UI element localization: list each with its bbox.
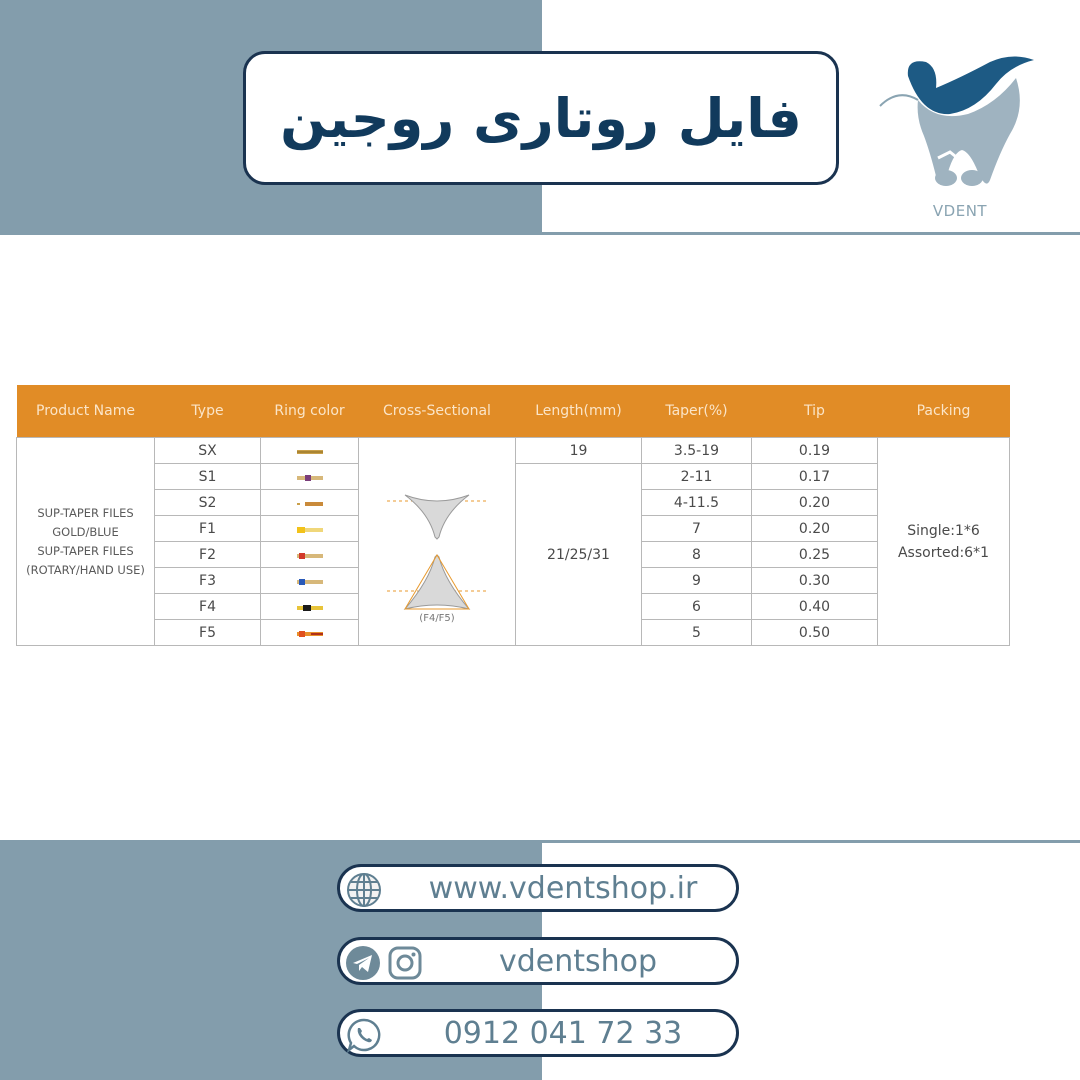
cross-section-cell [359,438,516,646]
ring-color-swatch [297,631,323,637]
tip-cell: 0.30 [752,568,878,594]
ring-color-swatch [297,449,323,455]
type-cell: S1 [155,464,261,490]
logo-text: VDENT [932,202,988,220]
packing-line: Assorted:6*1 [897,544,989,561]
phone-number[interactable]: 0912 041 72 33 [443,1015,683,1051]
cross-section-caption: (F4/F5) [419,612,455,624]
tip-cell: 0.25 [752,542,878,568]
social-pill[interactable] [337,937,739,985]
product-name-line: (ROTARY/HAND USE) [26,562,145,577]
tip-cell: 0.40 [752,594,878,620]
taper-cell: 6 [642,594,752,620]
ring-color-swatch [297,605,323,611]
type-cell: F3 [155,568,261,594]
website-pill[interactable] [337,864,739,912]
cross-section-diagram-icon [387,455,487,625]
ring-color-cell [261,542,359,568]
ring-color-cell [261,594,359,620]
header-divider [0,232,1080,235]
type-cell: SX [155,438,261,464]
type-cell: F2 [155,542,261,568]
taper-cell: 2-11 [642,464,752,490]
ring-color-cell [261,620,359,646]
taper-cell: 9 [642,568,752,594]
taper-cell: 4-11.5 [642,490,752,516]
telegram-icon[interactable] [345,945,381,981]
tip-cell: 0.20 [752,490,878,516]
social-handle[interactable]: vdentshop [498,943,658,979]
ring-color-cell [261,464,359,490]
length-cell: 21/25/31 [516,464,642,646]
title-box [243,51,839,185]
table-header-row [17,385,1010,438]
vdent-logo-icon [878,48,1038,198]
tip-cell: 0.50 [752,620,878,646]
col-header-type: Type [155,385,261,438]
taper-cell: 8 [642,542,752,568]
product-name-line: SUP-TAPER FILES [37,505,134,520]
website-link[interactable]: www.vdentshop.ir [428,870,698,906]
taper-cell: 7 [642,516,752,542]
packing-cell [878,438,1010,646]
ring-color-cell [261,568,359,594]
product-name-cell [17,438,155,646]
col-header-tip: Tip [752,385,878,438]
page-title: فایل روتاری روجین [280,86,802,150]
col-header-product-name: Product Name [17,385,155,438]
spec-table [16,385,1010,646]
ring-color-swatch [297,527,323,533]
ring-color-swatch [297,475,323,481]
table-row [17,438,1010,464]
type-cell: F5 [155,620,261,646]
instagram-icon[interactable] [387,945,423,981]
ring-color-cell [261,490,359,516]
globe-icon [346,872,382,908]
ring-color-swatch [297,579,323,585]
col-header-cross-sectional: Cross-Sectional [359,385,516,438]
product-name-line: SUP-TAPER FILES [37,543,134,558]
length-cell: 19 [516,438,642,464]
packing-line: Single:1*6 [907,522,980,539]
type-cell: F4 [155,594,261,620]
type-cell: S2 [155,490,261,516]
col-header-length: Length(mm) [516,385,642,438]
ring-color-cell [261,516,359,542]
col-header-taper: Taper(%) [642,385,752,438]
tip-cell: 0.17 [752,464,878,490]
ring-color-swatch [297,501,323,507]
type-cell: F1 [155,516,261,542]
col-header-ring-color: Ring color [261,385,359,438]
col-header-packing: Packing [878,385,1010,438]
ring-color-cell [261,438,359,464]
taper-cell: 5 [642,620,752,646]
product-name-line: GOLD/BLUE [52,524,119,539]
phone-pill[interactable] [337,1009,739,1057]
whatsapp-icon[interactable] [346,1017,382,1053]
tip-cell: 0.19 [752,438,878,464]
ring-color-swatch [297,553,323,559]
footer-divider [0,840,1080,843]
taper-cell: 3.5-19 [642,438,752,464]
tip-cell: 0.20 [752,516,878,542]
